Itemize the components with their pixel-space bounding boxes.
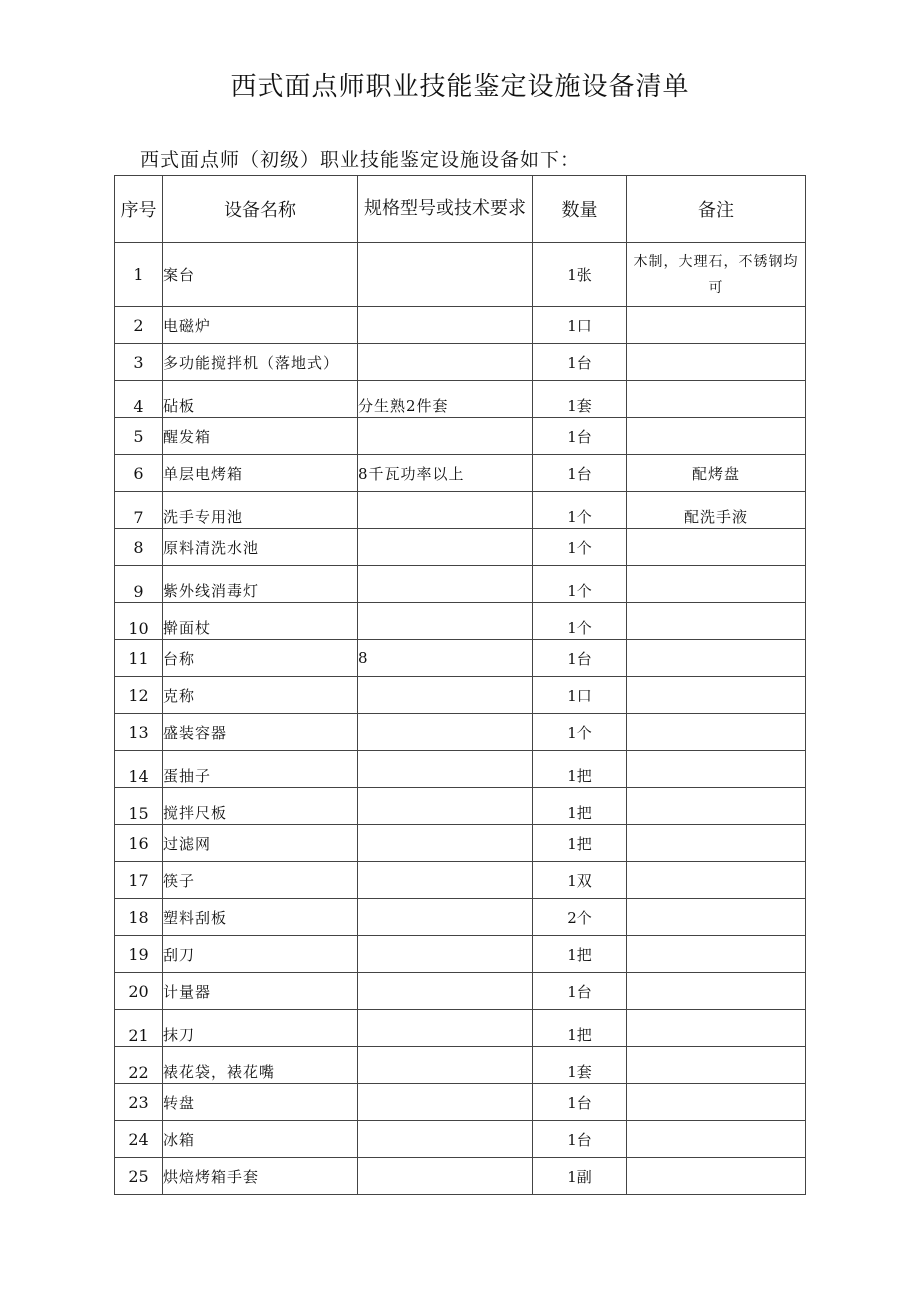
row-number: 25 [115,1158,163,1195]
equipment-name: 紫外线消毒灯 [163,566,358,603]
equipment-spec [358,899,533,936]
row-number: 6 [115,455,163,492]
equipment-note [627,677,806,714]
equipment-quantity: 2个 [533,899,627,936]
equipment-note [627,936,806,973]
equipment-name: 冰箱 [163,1121,358,1158]
section-intro: 西式面点师（初级）职业技能鉴定设施设备如下： [140,149,581,171]
header-qty: 数量 [533,176,627,243]
equipment-name: 多功能搅拌机（落地式） [163,344,358,381]
equipment-spec [358,1158,533,1195]
equipment-note [627,529,806,566]
equipment-note [627,1121,806,1158]
equipment-note [627,714,806,751]
equipment-spec [358,307,533,344]
row-number: 16 [115,825,163,862]
equipment-spec: 8 [358,640,533,677]
equipment-note [627,640,806,677]
equipment-note [627,825,806,862]
equipment-spec [358,973,533,1010]
equipment-spec [358,344,533,381]
row-number: 11 [115,640,163,677]
equipment-name: 抹刀 [163,1010,358,1047]
equipment-quantity: 1台 [533,640,627,677]
equipment-table [114,175,806,1195]
table-row [115,1158,806,1195]
table-row [115,381,806,418]
equipment-note [627,788,806,825]
equipment-spec [358,566,533,603]
table-row [115,788,806,825]
row-number: 13 [115,714,163,751]
table-row [115,862,806,899]
equipment-note [627,1084,806,1121]
equipment-note [627,418,806,455]
equipment-quantity: 1个 [533,603,627,640]
table-row [115,973,806,1010]
table-row [115,529,806,566]
page-title: 西式面点师职业技能鉴定设施设备清单 [230,72,690,102]
equipment-spec [358,418,533,455]
row-number: 2 [115,307,163,344]
row-number: 23 [115,1084,163,1121]
row-number: 24 [115,1121,163,1158]
row-number: 20 [115,973,163,1010]
table-row [115,455,806,492]
header-name: 设备名称 [163,176,358,243]
equipment-spec [358,492,533,529]
row-number: 9 [115,566,163,603]
equipment-note [627,751,806,788]
equipment-name: 裱花袋，裱花嘴 [163,1047,358,1084]
equipment-spec [358,936,533,973]
equipment-quantity: 1口 [533,307,627,344]
table-row [115,936,806,973]
equipment-spec [358,788,533,825]
equipment-quantity: 1个 [533,529,627,566]
equipment-name: 搅拌尺板 [163,788,358,825]
equipment-spec [358,1047,533,1084]
equipment-quantity: 1台 [533,455,627,492]
equipment-quantity: 1副 [533,1158,627,1195]
equipment-spec [358,1010,533,1047]
equipment-note [627,566,806,603]
table-row [115,751,806,788]
equipment-note [627,1158,806,1195]
equipment-spec [358,243,533,307]
equipment-name: 洗手专用池 [163,492,358,529]
equipment-note [627,1047,806,1084]
equipment-note [627,307,806,344]
row-number: 3 [115,344,163,381]
equipment-name: 盛装容器 [163,714,358,751]
row-number: 1 [115,243,163,307]
row-number: 8 [115,529,163,566]
row-number: 15 [115,788,163,825]
table-row [115,418,806,455]
table-row [115,1084,806,1121]
equipment-quantity: 1台 [533,1084,627,1121]
table-header-row [115,176,806,243]
equipment-quantity: 1口 [533,677,627,714]
equipment-note [627,381,806,418]
equipment-note: 配洗手液 [627,492,806,529]
row-number: 12 [115,677,163,714]
row-number: 22 [115,1047,163,1084]
equipment-spec [358,1121,533,1158]
row-number: 7 [115,492,163,529]
equipment-spec [358,529,533,566]
equipment-quantity: 1把 [533,825,627,862]
equipment-quantity: 1台 [533,418,627,455]
row-number: 5 [115,418,163,455]
table-row [115,243,806,307]
equipment-name: 计量器 [163,973,358,1010]
equipment-note [627,899,806,936]
equipment-note: 木制，大理石，不锈钢均可 [627,243,806,307]
table-row [115,1010,806,1047]
equipment-quantity: 1个 [533,492,627,529]
equipment-spec [358,677,533,714]
equipment-note: 配烤盘 [627,455,806,492]
equipment-spec: 8千瓦功率以上 [358,455,533,492]
equipment-quantity: 1台 [533,1121,627,1158]
equipment-spec [358,825,533,862]
equipment-quantity: 1个 [533,714,627,751]
equipment-spec [358,714,533,751]
equipment-quantity: 1张 [533,243,627,307]
table-row [115,714,806,751]
equipment-quantity: 1把 [533,1010,627,1047]
row-number: 21 [115,1010,163,1047]
header-no: 序号 [115,176,163,243]
equipment-quantity: 1台 [533,973,627,1010]
table-row [115,640,806,677]
equipment-name: 转盘 [163,1084,358,1121]
equipment-name: 过滤网 [163,825,358,862]
table-row [115,566,806,603]
table-row [115,825,806,862]
equipment-spec [358,603,533,640]
equipment-quantity: 1把 [533,751,627,788]
equipment-name: 克称 [163,677,358,714]
equipment-quantity: 1把 [533,936,627,973]
equipment-quantity: 1套 [533,381,627,418]
equipment-name: 蛋抽子 [163,751,358,788]
row-number: 14 [115,751,163,788]
equipment-quantity: 1把 [533,788,627,825]
equipment-spec [358,1084,533,1121]
equipment-quantity: 1套 [533,1047,627,1084]
equipment-note [627,344,806,381]
equipment-name: 砧板 [163,381,358,418]
equipment-name: 刮刀 [163,936,358,973]
equipment-quantity: 1个 [533,566,627,603]
equipment-note [627,1010,806,1047]
header-note: 备注 [627,176,806,243]
table-row [115,899,806,936]
equipment-quantity: 1双 [533,862,627,899]
table-row [115,1121,806,1158]
table-row [115,1047,806,1084]
equipment-name: 擀面杖 [163,603,358,640]
row-number: 17 [115,862,163,899]
equipment-name: 塑料刮板 [163,899,358,936]
header-spec: 规格型号或技术要求 [358,176,533,243]
table-row [115,307,806,344]
equipment-quantity: 1台 [533,344,627,381]
equipment-spec: 分生熟2件套 [358,381,533,418]
table-row [115,344,806,381]
equipment-name: 醒发箱 [163,418,358,455]
table-row [115,492,806,529]
equipment-note [627,603,806,640]
equipment-note [627,973,806,1010]
equipment-name: 单层电烤箱 [163,455,358,492]
equipment-spec [358,862,533,899]
equipment-name: 烘焙烤箱手套 [163,1158,358,1195]
equipment-name: 原料清洗水池 [163,529,358,566]
row-number: 10 [115,603,163,640]
row-number: 19 [115,936,163,973]
equipment-name: 案台 [163,243,358,307]
equipment-name: 电磁炉 [163,307,358,344]
equipment-spec [358,751,533,788]
row-number: 18 [115,899,163,936]
row-number: 4 [115,381,163,418]
table-row [115,677,806,714]
equipment-name: 筷子 [163,862,358,899]
equipment-name: 台称 [163,640,358,677]
equipment-note [627,862,806,899]
table-row [115,603,806,640]
